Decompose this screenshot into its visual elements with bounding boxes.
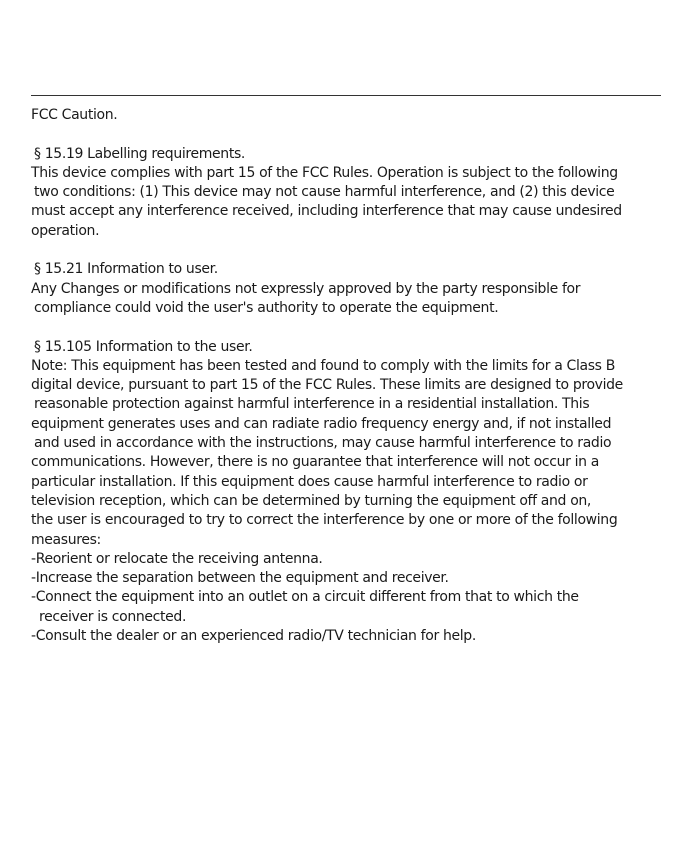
measure-item: -Increase the separation between the equipment and receiver. <box>31 570 449 587</box>
section-15-105-line: the user is encouraged to try to correct the interference by one or more of the following <box>31 512 618 529</box>
spacer <box>31 318 676 337</box>
section-15-105-line: equipment generates uses and can radiate radio frequency energy and, if not installed <box>31 415 612 432</box>
section-15-105-line: Note: This equipment has been tested and found to comply with the limits for a Class B <box>31 357 615 374</box>
section-15-105-line: communications. However, there is no guarantee that interference will not occur in a <box>31 454 600 471</box>
section-heading-15-19: § 15.19 Labelling requirements. <box>34 145 246 162</box>
section-15-19-line: This device complies with part 15 of the FCC Rules. Operation is subject to the following <box>31 164 618 181</box>
section-15-105-line: particular installation. If this equipment does cause harmful interference to radio or <box>31 473 588 490</box>
section-15-105-line: reasonable protection against harmful interference in a residential installation. This <box>34 396 590 413</box>
section-15-105-line: measures: <box>31 531 101 548</box>
top-divider <box>31 95 661 96</box>
section-heading-15-105: § 15.105 Information to the user. <box>34 338 253 355</box>
section-15-105-line: digital device, pursuant to part 15 of the FCC Rules. These limits are designed to provide <box>31 377 623 394</box>
section-15-105-line: and used in accordance with the instructions, may cause harmful interference to radio <box>34 435 612 452</box>
section-15-19-line: operation. <box>31 222 100 239</box>
section-15-19-line: must accept any interference received, including interference that may cause undesired <box>31 203 622 220</box>
measure-item-continuation: receiver is connected. <box>39 608 187 625</box>
measure-item: -Connect the equipment into an outlet on a circuit different from that to which the <box>31 589 579 606</box>
section-15-105-line: television reception, which can be determined by turning the equipment off and on, <box>31 492 592 509</box>
measure-item: -Consult the dealer or an experienced radio/TV technician for help. <box>31 628 476 645</box>
section-heading-15-21: § 15.21 Information to user. <box>34 261 218 278</box>
caution-title: FCC Caution. <box>31 107 118 123</box>
section-15-21-line: compliance could void the user's authority to operate the equipment. <box>34 299 499 316</box>
measure-item: -Reorient or relocate the receiving antenna. <box>31 550 323 567</box>
section-15-21-line: Any Changes or modifications not expressly approved by the party responsible for <box>31 280 581 297</box>
spacer <box>31 125 676 144</box>
spacer <box>31 241 676 260</box>
fcc-statement <box>31 106 676 646</box>
section-15-19-line: two conditions: (1) This device may not cause harmful interference, and (2) this device <box>34 184 615 201</box>
